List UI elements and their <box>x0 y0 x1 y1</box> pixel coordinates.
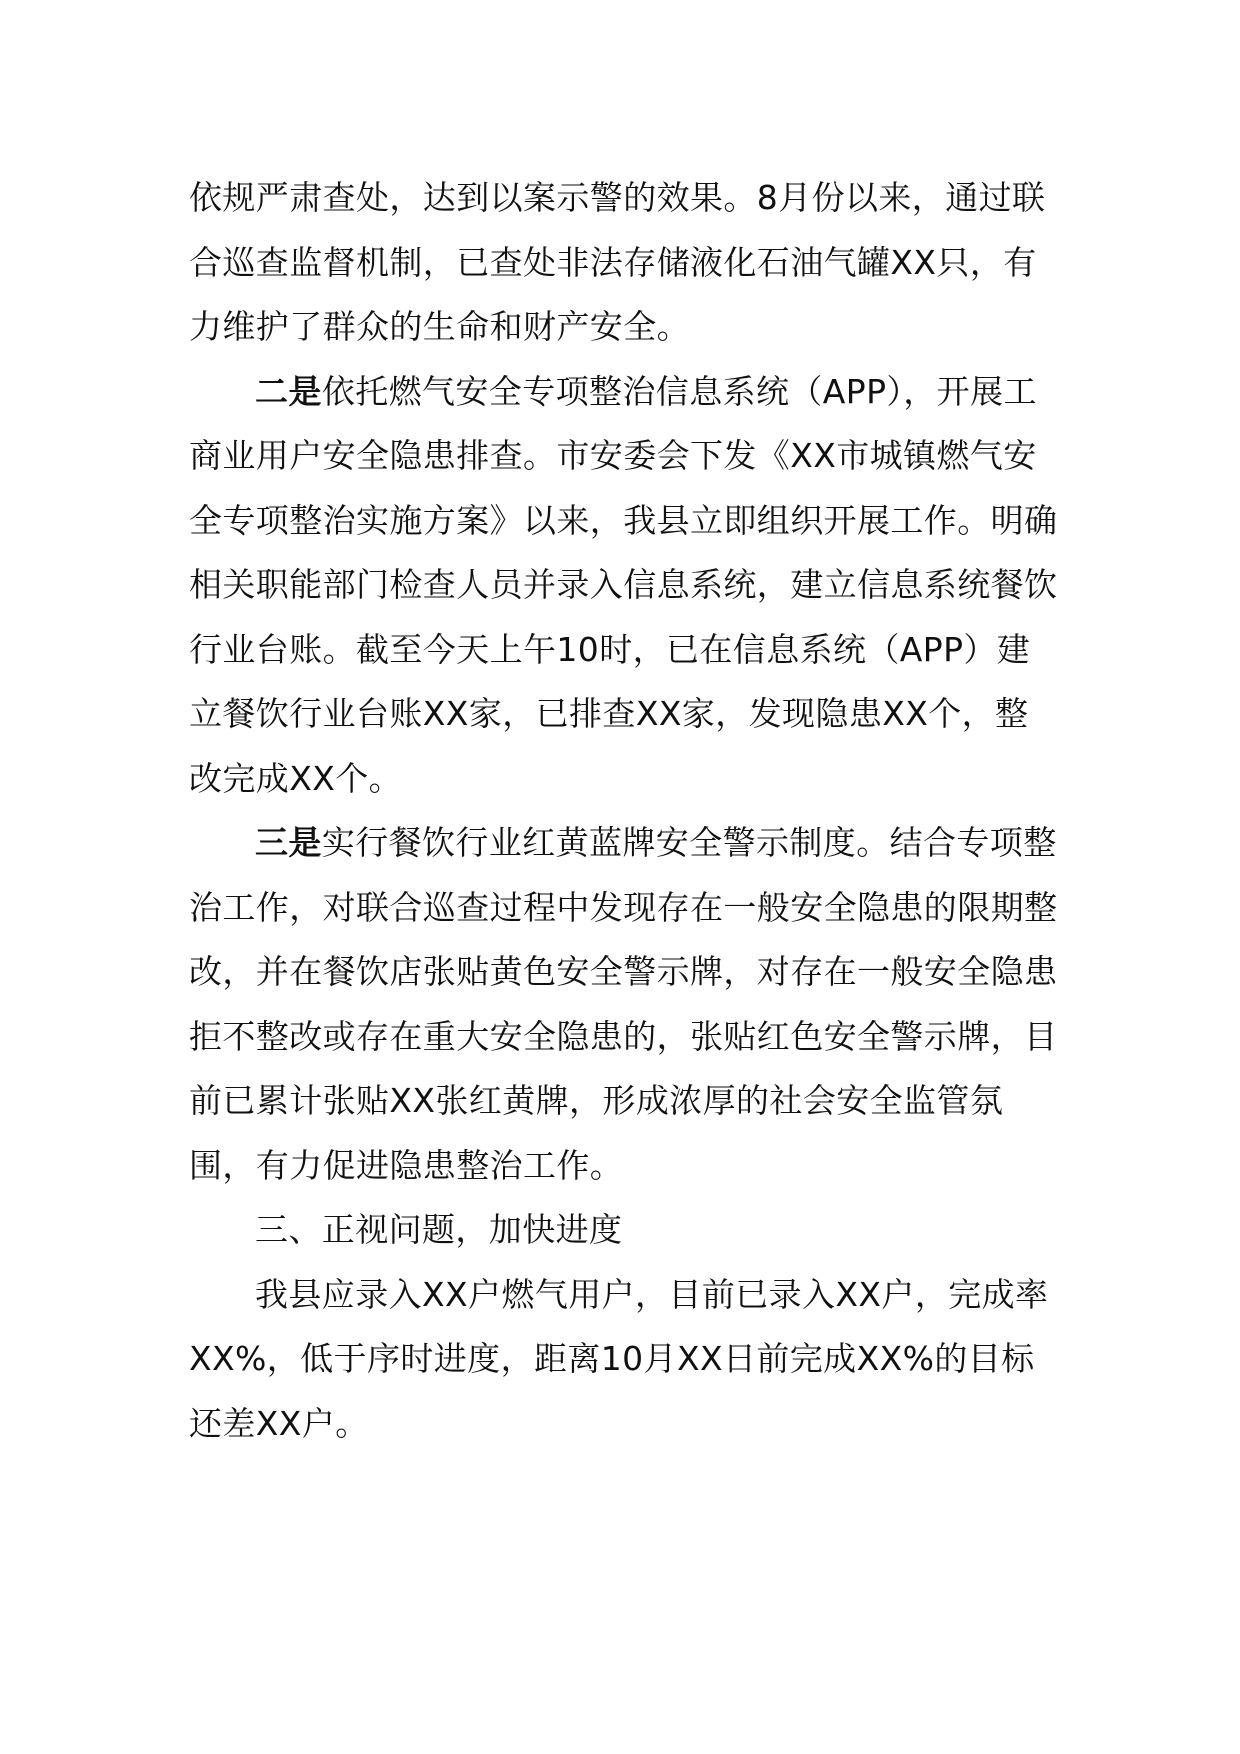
paragraph-item-three <box>189 811 1059 1198</box>
paragraph-lead: 三是 <box>255 823 322 862</box>
section-heading <box>189 1198 1059 1263</box>
paragraph-continuation <box>189 166 1059 360</box>
section-heading-text: 三、正视问题，加快进度 <box>255 1210 623 1249</box>
paragraph-text: 我县应录入XX户燃气用户，目前已录入XX户，完成率XX%，低于序时进度，距离10月XX日前完成XX%的目标还差XX户。 <box>189 1274 1049 1443</box>
paragraph-text: 依托燃气安全专项整治信息系统（APP），开展工商业用户安全隐患排查。市安委会下发《XX市城镇燃气安全专项整治实施方案》以来，我县立即组织开展工作。明确相关职能部门检查人员并录入信息系统，建立信息系统餐饮行业台账。截至今天上午10时，已在信息系统（APP）建立餐饮行业台账XX家，已排查XX家，发现隐患XX个，整改完成XX个。 <box>189 371 1058 798</box>
document-body <box>189 166 1059 1456</box>
paragraph-item-two <box>189 360 1059 812</box>
paragraph-progress <box>189 1263 1059 1457</box>
paragraph-lead: 二是 <box>255 371 322 411</box>
paragraph-text: 实行餐饮行业红黄蓝牌安全警示制度。结合专项整治工作，对联合巡查过程中发现存在一般安全隐患的限期整改，并在餐饮店张贴黄色安全警示牌，对存在一般安全隐患拒不整改或存在重大安全隐患的，张贴红色安全警示牌，目前已累计张贴XX张红黄牌，形成浓厚的社会安全监管氛围，有力促进隐患整治工作。 <box>189 823 1058 1185</box>
paragraph-text: 依规严肃查处，达到以案示警的效果。8月份以来，通过联合巡查监督机制，已查处非法存储液化石油气罐XX只，有力维护了群众的生命和财产安全。 <box>189 178 1046 346</box>
